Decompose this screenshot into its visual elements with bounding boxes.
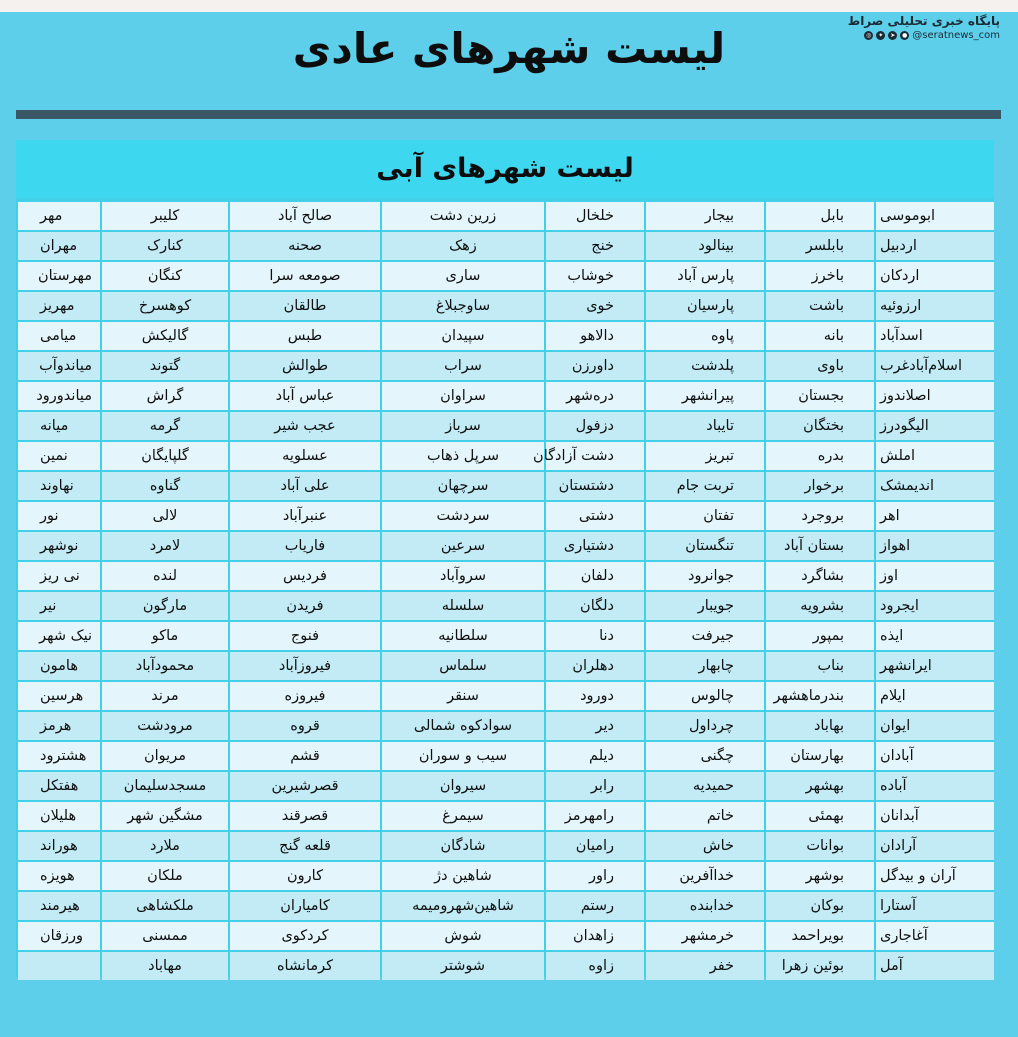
city-cell: پیرانشهر xyxy=(646,382,764,410)
table-row xyxy=(18,862,994,890)
city-cell: بیجار xyxy=(646,202,764,230)
city-cell: تربت جام xyxy=(646,472,764,500)
main-title: لیست شهرهای عادی xyxy=(292,24,726,73)
city-cell: اسدآباد xyxy=(876,322,994,350)
table-row xyxy=(18,562,994,590)
city-cell: کنگان xyxy=(102,262,228,290)
city-cell: آرادان xyxy=(876,832,994,860)
city-cell: بروجرد xyxy=(766,502,874,530)
city-cell: دلفان xyxy=(546,562,644,590)
city-cell: سروآباد xyxy=(382,562,544,590)
city-cell: هشترود xyxy=(18,742,100,770)
city-cell: فیروزآباد xyxy=(230,652,380,680)
city-cell: ابوموسی xyxy=(876,202,994,230)
city-cell: بهمئی xyxy=(766,802,874,830)
city-cell: چگنی xyxy=(646,742,764,770)
city-cell: مرند xyxy=(102,682,228,710)
table-row xyxy=(18,802,994,830)
city-cell: بهارستان xyxy=(766,742,874,770)
top-strip xyxy=(0,0,1018,12)
city-cell: نی ریز xyxy=(18,562,100,590)
city-cell: میانه xyxy=(18,412,100,440)
city-cell: فردیس xyxy=(230,562,380,590)
city-cell: رستم xyxy=(546,892,644,920)
city-cell: دهلران xyxy=(546,652,644,680)
city-cell: طالقان xyxy=(230,292,380,320)
city-cell: آران و بیدگل xyxy=(876,862,994,890)
city-cell: سوادکوه شمالی xyxy=(382,712,544,740)
city-cell: تفتان xyxy=(646,502,764,530)
city-cell: آمل xyxy=(876,952,994,980)
city-cell: دورود xyxy=(546,682,644,710)
cities-panel xyxy=(16,140,994,977)
city-cell: میاندورود xyxy=(18,382,100,410)
city-cell: ملکشاهی xyxy=(102,892,228,920)
sub-title: لیست شهرهای آبی xyxy=(16,140,994,198)
city-cell: خنج xyxy=(546,232,644,260)
city-cell: هرمز xyxy=(18,712,100,740)
city-cell: صومعه سرا xyxy=(230,262,380,290)
city-cell: اهواز xyxy=(876,532,994,560)
city-cell: مهاباد xyxy=(102,952,228,980)
city-cell: الیگودرز xyxy=(876,412,994,440)
city-cell: بستان آباد xyxy=(766,532,874,560)
city-cell: سرعین xyxy=(382,532,544,560)
table-row xyxy=(18,952,994,980)
table-row xyxy=(18,472,994,500)
city-cell: عسلویه xyxy=(230,442,380,470)
city-cell: زاوه xyxy=(546,952,644,980)
city-cell: ورزقان xyxy=(18,922,100,950)
brand-handle: @seratnews_com xyxy=(912,30,1000,41)
city-cell xyxy=(18,952,100,980)
city-cell: مهر xyxy=(18,202,100,230)
city-cell: داورزن xyxy=(546,352,644,380)
city-cell: کوهسرخ xyxy=(102,292,228,320)
city-cell: بابل xyxy=(766,202,874,230)
table-row xyxy=(18,742,994,770)
city-cell: تایباد xyxy=(646,412,764,440)
title-divider xyxy=(16,110,1001,119)
table-row xyxy=(18,532,994,560)
city-cell: بینالود xyxy=(646,232,764,260)
city-cell: پاوه xyxy=(646,322,764,350)
city-cell: سراب xyxy=(382,352,544,380)
city-cell: باوی xyxy=(766,352,874,380)
instagram-icon: ◎ xyxy=(866,32,872,39)
table-row xyxy=(18,382,994,410)
city-cell: عجب شیر xyxy=(230,412,380,440)
city-cell: خفر xyxy=(646,952,764,980)
city-cell: مهرستان xyxy=(18,262,100,290)
city-cell: پلدشت xyxy=(646,352,764,380)
city-cell: عباس آباد xyxy=(230,382,380,410)
city-cell: حمیدیه xyxy=(646,772,764,800)
city-cell: سیب و سوران xyxy=(382,742,544,770)
city-cell: خوشاب xyxy=(546,262,644,290)
city-cell: راور xyxy=(546,862,644,890)
table-row xyxy=(18,892,994,920)
city-cell: بجستان xyxy=(766,382,874,410)
city-cell: میامی xyxy=(18,322,100,350)
city-cell: پارس آباد xyxy=(646,262,764,290)
city-cell: مسجدسلیمان xyxy=(102,772,228,800)
city-cell: بانه xyxy=(766,322,874,350)
city-cell: آبدانان xyxy=(876,802,994,830)
city-cell: سراوان xyxy=(382,382,544,410)
city-cell: ماکو xyxy=(102,622,228,650)
city-cell: قصرشیرین xyxy=(230,772,380,800)
city-cell: محمودآباد xyxy=(102,652,228,680)
city-cell: سرباز xyxy=(382,412,544,440)
city-cell: چالوس xyxy=(646,682,764,710)
table-row xyxy=(18,352,994,380)
city-cell: مشگین شهر xyxy=(102,802,228,830)
city-cell: قشم xyxy=(230,742,380,770)
city-cell: اهر xyxy=(876,502,994,530)
city-cell: فیروزه xyxy=(230,682,380,710)
city-cell: نور xyxy=(18,502,100,530)
city-cell: نیر xyxy=(18,592,100,620)
city-cell: شوشتر xyxy=(382,952,544,980)
city-cell: دشتیاری xyxy=(546,532,644,560)
city-cell: شاهین‌شهروميمه xyxy=(382,892,544,920)
city-cell: سیروان xyxy=(382,772,544,800)
city-cell: برخوار xyxy=(766,472,874,500)
city-cell: کنارک xyxy=(102,232,228,260)
city-cell: هیرمند xyxy=(18,892,100,920)
city-cell: املش xyxy=(876,442,994,470)
city-cell: کردکوی xyxy=(230,922,380,950)
city-cell: کامیاران xyxy=(230,892,380,920)
city-cell: خوی xyxy=(546,292,644,320)
city-cell: گناوه xyxy=(102,472,228,500)
city-cell: آستارا xyxy=(876,892,994,920)
city-cell: مریوان xyxy=(102,742,228,770)
city-cell: اردکان xyxy=(876,262,994,290)
city-cell: کرمانشاه xyxy=(230,952,380,980)
city-cell: مهریز xyxy=(18,292,100,320)
city-cell: دزفول xyxy=(546,412,644,440)
city-cell: دیلم xyxy=(546,742,644,770)
city-cell: ساری xyxy=(382,262,544,290)
city-cell: هوراند xyxy=(18,832,100,860)
table-row xyxy=(18,502,994,530)
table-row xyxy=(18,202,994,230)
city-cell: شادگان xyxy=(382,832,544,860)
city-cell: کارون xyxy=(230,862,380,890)
city-cell: نوشهر xyxy=(18,532,100,560)
city-cell: چابهار xyxy=(646,652,764,680)
city-cell: هرسین xyxy=(18,682,100,710)
city-cell: آغاجاری xyxy=(876,922,994,950)
city-cell: فنوج xyxy=(230,622,380,650)
city-cell: بشرویه xyxy=(766,592,874,620)
table-row xyxy=(18,682,994,710)
city-cell: بختگان xyxy=(766,412,874,440)
city-cell: ایرانشهر xyxy=(876,652,994,680)
city-cell: سرچهان xyxy=(382,472,544,500)
city-cell: اصلاندوز xyxy=(876,382,994,410)
city-cell: طبس xyxy=(230,322,380,350)
city-cell: بناب xyxy=(766,652,874,680)
city-cell: دالاهو xyxy=(546,322,644,350)
city-cell: بدره xyxy=(766,442,874,470)
city-cell: شاهین دژ xyxy=(382,862,544,890)
city-cell: خرمشهر xyxy=(646,922,764,950)
city-cell: دشتستان xyxy=(546,472,644,500)
city-cell: مارگون xyxy=(102,592,228,620)
city-cell: دره‌شهر xyxy=(546,382,644,410)
city-cell: ملارد xyxy=(102,832,228,860)
city-cell: جیرفت xyxy=(646,622,764,650)
table-row xyxy=(18,442,994,470)
city-cell: آباده xyxy=(876,772,994,800)
city-cell: بهاباد xyxy=(766,712,874,740)
city-cell: قروه xyxy=(230,712,380,740)
city-cell: گراش xyxy=(102,382,228,410)
table-row xyxy=(18,232,994,260)
city-cell: جویبار xyxy=(646,592,764,620)
city-cell: دنا xyxy=(546,622,644,650)
city-cell: سردشت xyxy=(382,502,544,530)
city-cell: خداآفرین xyxy=(646,862,764,890)
city-cell: خاتم xyxy=(646,802,764,830)
city-cell: سنقر xyxy=(382,682,544,710)
city-cell: هامون xyxy=(18,652,100,680)
city-cell: بابلسر xyxy=(766,232,874,260)
city-cell: هفتکل xyxy=(18,772,100,800)
city-cell: زرین دشت xyxy=(382,202,544,230)
city-cell: گتوند xyxy=(102,352,228,380)
city-cell: ارزوئیه xyxy=(876,292,994,320)
city-cell: دشت آزادگان xyxy=(546,442,644,470)
table-row xyxy=(18,772,994,800)
city-cell: بوکان xyxy=(766,892,874,920)
city-cell: اردبیل xyxy=(876,232,994,260)
city-cell: بوئین زهرا xyxy=(766,952,874,980)
city-cell: سرپل ذهاب xyxy=(382,442,544,470)
city-cell: هلیلان xyxy=(18,802,100,830)
city-cell: اوز xyxy=(876,562,994,590)
table-row xyxy=(18,292,994,320)
table-row xyxy=(18,652,994,680)
city-cell: دلگان xyxy=(546,592,644,620)
city-cell: هویزه xyxy=(18,862,100,890)
city-cell: ایذه xyxy=(876,622,994,650)
city-cell: رامیان xyxy=(546,832,644,860)
city-cell: باخرز xyxy=(766,262,874,290)
twitter-icon: ✦ xyxy=(878,32,884,39)
city-cell: بهشهر xyxy=(766,772,874,800)
city-cell: میاندوآب xyxy=(18,352,100,380)
city-cell: لنده xyxy=(102,562,228,590)
city-cell: خلخال xyxy=(546,202,644,230)
city-cell: صالح آباد xyxy=(230,202,380,230)
city-cell: پارسیان xyxy=(646,292,764,320)
city-cell: ملکان xyxy=(102,862,228,890)
city-cell: گالیکش xyxy=(102,322,228,350)
city-cell: نمین xyxy=(18,442,100,470)
city-cell: شوش xyxy=(382,922,544,950)
city-cell: بمپور xyxy=(766,622,874,650)
city-cell: ایلام xyxy=(876,682,994,710)
city-cell: سلطانیه xyxy=(382,622,544,650)
city-cell: ایوان xyxy=(876,712,994,740)
city-cell: ساوجبلاغ xyxy=(382,292,544,320)
city-cell: اسلام‌آبادغرب xyxy=(876,352,994,380)
city-cell: قلعه گنج xyxy=(230,832,380,860)
city-cell: سپیدان xyxy=(382,322,544,350)
city-cell: زهک xyxy=(382,232,544,260)
table-row xyxy=(18,262,994,290)
city-cell: بویراحمد xyxy=(766,922,874,950)
city-cell: صحنه xyxy=(230,232,380,260)
city-cell: بشاگرد xyxy=(766,562,874,590)
city-cell: رامهرمز xyxy=(546,802,644,830)
city-cell: خاش xyxy=(646,832,764,860)
city-cell: باشت xyxy=(766,292,874,320)
city-cell: گرمه xyxy=(102,412,228,440)
cities-table xyxy=(16,200,996,982)
table-row xyxy=(18,592,994,620)
city-cell: زاهدان xyxy=(546,922,644,950)
city-cell: عنبرآباد xyxy=(230,502,380,530)
table-row xyxy=(18,922,994,950)
city-cell: گلپایگان xyxy=(102,442,228,470)
aparat-icon: ● xyxy=(902,32,908,39)
city-cell: فریدن xyxy=(230,592,380,620)
city-cell: دشتی xyxy=(546,502,644,530)
city-cell: لامرد xyxy=(102,532,228,560)
city-cell: مهران xyxy=(18,232,100,260)
city-cell: اندیمشک xyxy=(876,472,994,500)
city-cell: لالی xyxy=(102,502,228,530)
table-row xyxy=(18,412,994,440)
city-cell: خدابنده xyxy=(646,892,764,920)
telegram-icon: ➤ xyxy=(890,32,896,39)
city-cell: قصرقند xyxy=(230,802,380,830)
table-row xyxy=(18,712,994,740)
city-cell: مرودشت xyxy=(102,712,228,740)
brand-name: پایگاه خبری تحلیلی صراط xyxy=(847,14,1000,28)
city-cell: تبریز xyxy=(646,442,764,470)
city-cell: سیمرغ xyxy=(382,802,544,830)
city-cell: نهاوند xyxy=(18,472,100,500)
city-cell: تنگستان xyxy=(646,532,764,560)
city-cell: بندرماهشهر xyxy=(766,682,874,710)
city-cell: کلیبر xyxy=(102,202,228,230)
city-cell: بوانات xyxy=(766,832,874,860)
table-row xyxy=(18,622,994,650)
city-cell: آبادان xyxy=(876,742,994,770)
city-cell: جوانرود xyxy=(646,562,764,590)
city-cell: سلماس xyxy=(382,652,544,680)
city-cell: ممسنی xyxy=(102,922,228,950)
table-row xyxy=(18,832,994,860)
city-cell: فاریاب xyxy=(230,532,380,560)
city-cell: چرداول xyxy=(646,712,764,740)
city-cell: رابر xyxy=(546,772,644,800)
city-cell: دیر xyxy=(546,712,644,740)
table-row xyxy=(18,322,994,350)
city-cell: ایجرود xyxy=(876,592,994,620)
city-cell: بوشهر xyxy=(766,862,874,890)
city-cell: طوالش xyxy=(230,352,380,380)
city-cell: علی آباد xyxy=(230,472,380,500)
city-cell: سلسله xyxy=(382,592,544,620)
city-cell: نیک شهر xyxy=(18,622,100,650)
